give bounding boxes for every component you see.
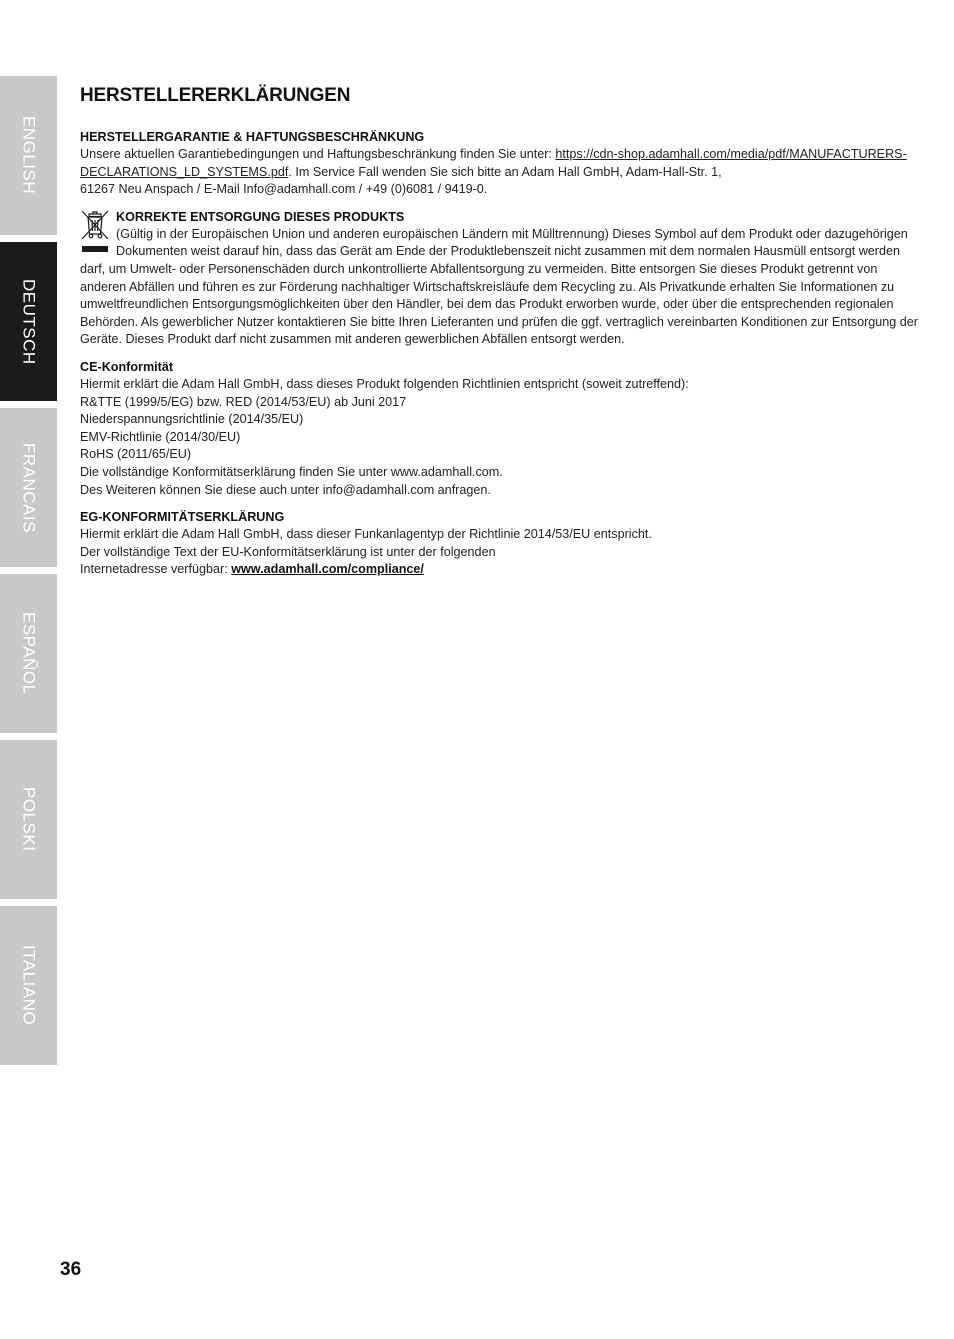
ce-line: Niederspannungsrichtlinie (2014/35/EU) bbox=[80, 412, 304, 427]
lang-tab-english[interactable] bbox=[0, 76, 57, 235]
disposal-line: Behörden. Als gewerblicher Nutzer kontaktieren Sie bitte Ihren Lieferanten und prüfen die ggf. vertraglich vereinbarten Konditionen zur Entsorgung der bbox=[80, 314, 918, 329]
lang-tab-deutsch[interactable] bbox=[0, 242, 57, 401]
ce-line: EMV-Richtlinie (2014/30/EU) bbox=[80, 429, 241, 444]
warranty-section bbox=[80, 129, 907, 199]
lang-tab-italiano[interactable] bbox=[0, 906, 57, 1065]
ce-line: RoHS (2011/65/EU) bbox=[80, 447, 192, 462]
eg-line bbox=[80, 561, 880, 579]
warranty-line-1 bbox=[80, 146, 907, 164]
eg-line: Der vollständige Text der EU-Konformitätserklärung ist unter der folgenden bbox=[80, 544, 496, 559]
disposal-line: darf, um Umwelt- oder Personenschäden durch unkontrollierte Abfallentsorgung zu vermeiden. Bitte entsorgen Sie dieses Produkt getrennt von bbox=[80, 261, 878, 276]
page-title: HERSTELLERERKLÄRUNGEN bbox=[80, 85, 351, 106]
lang-tab-label: ITALIANO bbox=[19, 945, 39, 1026]
lang-tab-label: DEUTSCH bbox=[19, 278, 39, 365]
disposal-section bbox=[80, 209, 918, 349]
warranty-heading: HERSTELLERGARANTIE & HAFTUNGSBESCHRÄNKUNG bbox=[80, 130, 425, 144]
disposal-line: umweltfreundlichen Entsorgungsmöglichkeiten über den Händler, bei dem das Produkt erworben wurde, oder über die entsprechenden regionalen bbox=[80, 297, 894, 312]
ce-line: Hiermit erklärt die Adam Hall GmbH, dass dieses Produkt folgenden Richtlinien entspricht (soweit zutreffend): bbox=[80, 376, 689, 391]
eg-heading: EG-KONFORMITÄTSERKLÄRUNG bbox=[80, 510, 285, 525]
eg-section bbox=[80, 509, 880, 579]
lang-tab-francais[interactable] bbox=[0, 408, 57, 567]
disposal-line: anderen Abfällen und führen es zur Förderung nachhaltiger Wirtschaftskreisläufe dem Recycling zu. Als Privatkunde erhalten Sie Informationen zu bbox=[80, 279, 895, 294]
ce-section bbox=[80, 359, 880, 499]
page-number: 36 bbox=[60, 1259, 82, 1280]
eg-line: Hiermit erklärt die Adam Hall GmbH, dass dieser Funkanlagentyp der Richtlinie 2014/53/EU entspricht. bbox=[80, 527, 652, 542]
warranty-pdf-link-cont[interactable]: DECLARATIONS_LD_SYSTEMS.pdf bbox=[80, 164, 289, 179]
ce-line: Des Weiteren können Sie diese auch unter info@adamhall.com anfragen. bbox=[80, 482, 491, 497]
disposal-line: Geräte. Dieses Produkt darf nicht zusammen mit anderen gewerblichen Abfällen entsorgt werden. bbox=[80, 332, 625, 347]
warranty-line-3: 61267 Neu Anspach / E-Mail Info@adamhall.com / +49 (0)6081 / 9419-0. bbox=[80, 182, 488, 197]
eg-text: Internetadresse verfügbar: bbox=[80, 562, 232, 577]
disposal-line: (Gültig in der Europäischen Union und anderen europäischen Ländern mit Mülltrennung) Dieses Symbol auf dem Produkt oder dazugehörigen bbox=[116, 226, 908, 241]
disposal-heading: KORREKTE ENTSORGUNG DIESES PRODUKTS bbox=[116, 209, 405, 224]
compliance-link[interactable]: www.adamhall.com/compliance/ bbox=[231, 562, 424, 577]
crossed-out-wheeled-bin-icon bbox=[80, 209, 110, 255]
warranty-text: . Im Service Fall wenden Sie sich bitte an Adam Hall GmbH, Adam-Hall-Str. 1, bbox=[288, 164, 722, 179]
warranty-text: Unsere aktuellen Garantiebedingungen und Haftungsbeschränkung finden Sie unter: bbox=[80, 147, 556, 161]
disposal-line: Dokumenten weist darauf hin, dass das Gerät am Ende der Produktlebenszeit nicht zusammen mit dem normalen Hausmüll entsorgt werden bbox=[116, 244, 900, 259]
ce-heading: CE-Konformität bbox=[80, 359, 174, 374]
document-content bbox=[80, 84, 918, 579]
warranty-pdf-link[interactable]: https://cdn-shop.adamhall.com/media/pdf/MANUFACTURERS- bbox=[555, 147, 907, 161]
ce-line: R&TTE (1999/5/EG) bzw. RED (2014/53/EU) ab Juni 2017 bbox=[80, 394, 407, 409]
lang-tab-label: POLSKI bbox=[19, 787, 39, 852]
warranty-line-2 bbox=[80, 164, 880, 182]
lang-tab-label: ESPAÑOL bbox=[19, 612, 39, 695]
lang-tab-label: FRANCAIS bbox=[19, 442, 39, 533]
lang-tab-label: ENGLISH bbox=[19, 116, 39, 195]
lang-tab-espanol[interactable] bbox=[0, 574, 57, 733]
lang-tab-polski[interactable] bbox=[0, 740, 57, 899]
ce-line: Die vollständige Konformitätserklärung finden Sie unter www.adamhall.com. bbox=[80, 464, 503, 479]
